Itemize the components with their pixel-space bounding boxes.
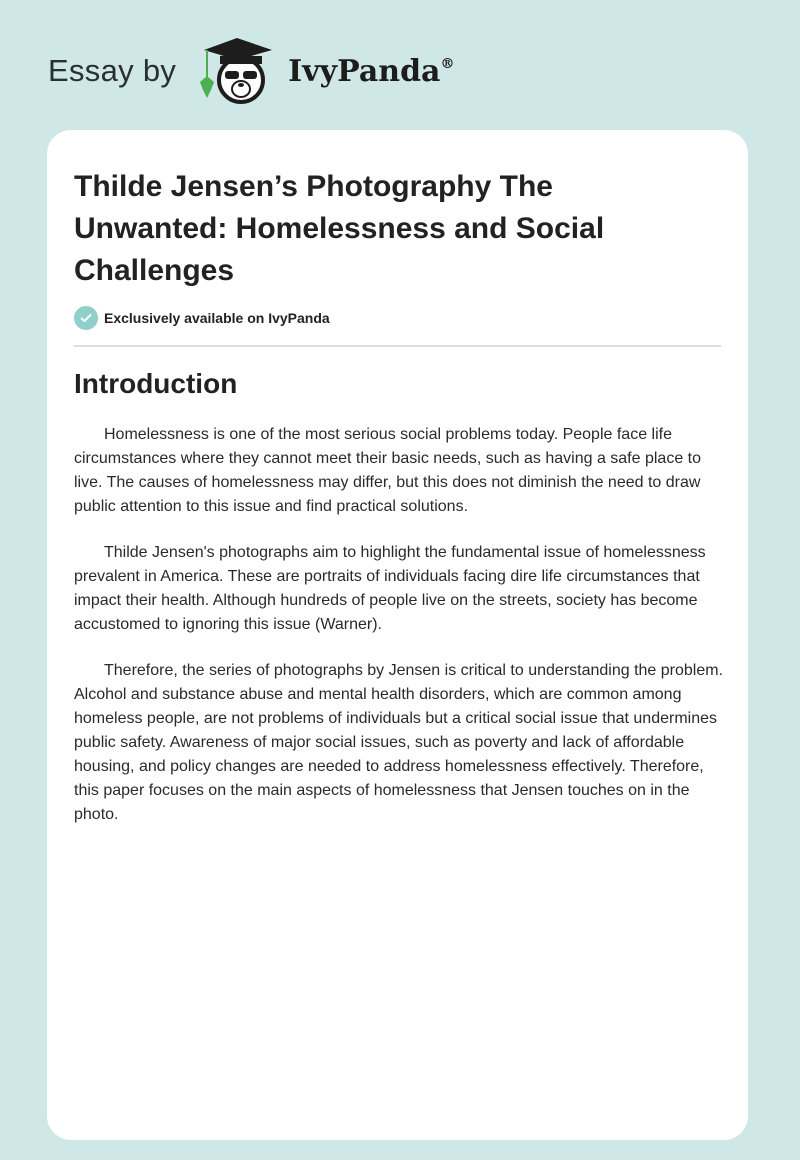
badge-text: Exclusively available on IvyPanda bbox=[104, 310, 330, 326]
paragraph: Therefore, the series of photographs by Jensen is critical to understanding the problem. Alcohol and substance abuse and mental health disorders, which are common among homeless people, are not problems of individuals but a critical social issue that undermines public safety. Awareness of major social issues, such as poverty and lack of affordable housing, and policy changes are needed to address homelessness effectively. Therefore, this paper focuses on the main aspects of homelessness that Jensen touches on in the photo. bbox=[74, 662, 724, 823]
essay-card bbox=[47, 130, 748, 1140]
registered-mark: ® bbox=[440, 55, 455, 72]
divider bbox=[74, 345, 721, 347]
exclusive-badge bbox=[74, 306, 330, 330]
article-body bbox=[74, 423, 724, 849]
page-title: Thilde Jensen’s Photography The Unwanted: Homelessness and Social Challenges bbox=[74, 170, 605, 287]
site-header bbox=[48, 36, 455, 106]
essay-by-label: Essay by bbox=[48, 53, 177, 88]
paragraph: Thilde Jensen's photographs aim to highlight the fundamental issue of homelessness prevalent in America. These are portraits of individuals facing dire life circumstances that impact their health. Although hundreds of people live on the streets, society has become accustomed to ignoring this issue (Warner). bbox=[74, 544, 706, 633]
brand-name[interactable] bbox=[288, 54, 454, 89]
brand-text: IvyPanda bbox=[288, 53, 441, 89]
paragraph: Homelessness is one of the most serious social problems today. People face life circumstances where they cannot meet their basic needs, such as having a safe place to live. The causes of homelessness may differ, but this does not diminish the need to draw public attention to this issue and find practical solutions. bbox=[74, 426, 702, 515]
panda-logo-icon[interactable] bbox=[194, 36, 280, 106]
check-icon bbox=[74, 306, 98, 330]
section-heading: Introduction bbox=[74, 368, 238, 399]
